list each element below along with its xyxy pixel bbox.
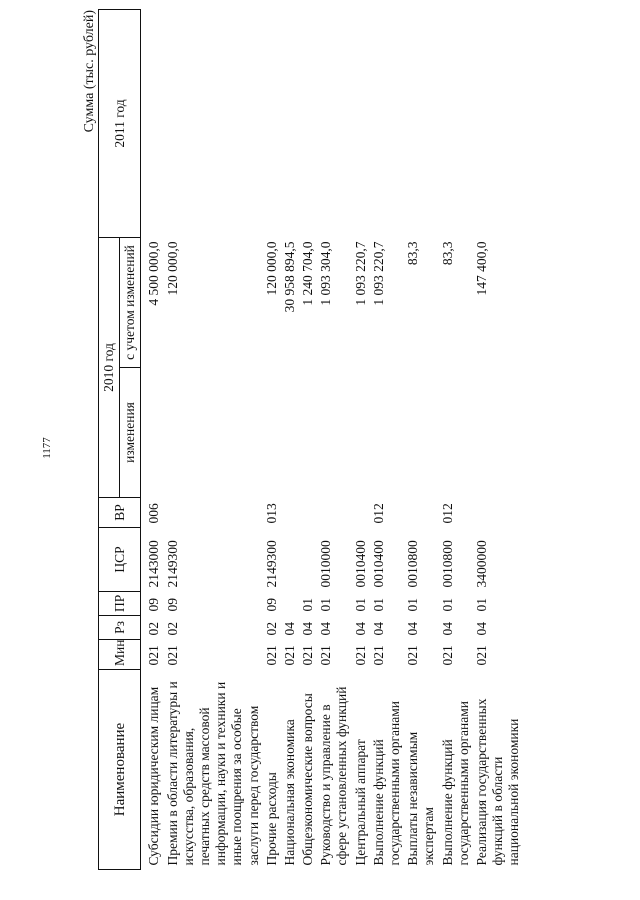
table-row bbox=[263, 10, 281, 870]
cell-pr bbox=[281, 592, 299, 616]
cell-min: 021 bbox=[439, 645, 455, 666]
cell-csr: 0010400 bbox=[370, 540, 386, 588]
cell-rz: 04 bbox=[318, 622, 334, 636]
cell-name: Национальная экономика bbox=[281, 719, 297, 866]
cell-name: Реализация государственных функций в области национальной экономики bbox=[473, 698, 522, 866]
table-row bbox=[473, 10, 524, 870]
cell-with-changes: 1 093 220,7 bbox=[352, 241, 368, 306]
cell-with-changes: 4 500 000,0 bbox=[146, 241, 162, 306]
cell-csr bbox=[299, 528, 317, 592]
table-row bbox=[141, 10, 164, 870]
budget-table bbox=[98, 9, 524, 870]
cell-vr bbox=[352, 498, 370, 528]
header-with-changes: с учетом изменений bbox=[120, 238, 141, 368]
cell-rz: 04 bbox=[370, 622, 386, 636]
cell-min: 021 bbox=[164, 645, 180, 666]
cell-changes bbox=[281, 368, 299, 498]
cell-csr: 0010000 bbox=[318, 540, 334, 588]
cell-with-changes: 120 000,0 bbox=[263, 241, 279, 296]
cell-y2011 bbox=[404, 10, 438, 238]
cell-pr: 01 bbox=[473, 598, 489, 612]
cell-name: Субсидии юридическим лицам bbox=[146, 686, 162, 866]
cell-vr bbox=[299, 498, 317, 528]
cell-rz: 04 bbox=[439, 622, 455, 636]
cell-min: 021 bbox=[352, 645, 368, 666]
table-row bbox=[352, 10, 370, 870]
cell-y2011 bbox=[141, 10, 164, 238]
table-row bbox=[299, 10, 317, 870]
cell-pr: 09 bbox=[164, 598, 180, 612]
header-year-2010: 2010 год bbox=[99, 238, 120, 498]
cell-with-changes: 1 240 704,0 bbox=[300, 241, 316, 306]
cell-csr: 0010400 bbox=[352, 540, 368, 588]
cell-csr: 2149300 bbox=[164, 540, 180, 588]
cell-changes bbox=[317, 368, 351, 498]
header-year-2011: 2011 год bbox=[99, 10, 141, 238]
header-vr: ВР bbox=[99, 498, 141, 528]
cell-pr: 09 bbox=[146, 598, 162, 612]
cell-name: Центральный аппарат bbox=[352, 739, 368, 866]
cell-y2011 bbox=[263, 10, 281, 238]
cell-changes bbox=[404, 368, 438, 498]
cell-y2011 bbox=[299, 10, 317, 238]
cell-vr bbox=[317, 498, 351, 528]
cell-with-changes: 83,3 bbox=[439, 241, 455, 266]
cell-rz: 04 bbox=[300, 622, 316, 636]
cell-rz: 02 bbox=[146, 622, 162, 636]
cell-vr bbox=[164, 498, 263, 528]
cell-csr: 2143000 bbox=[146, 540, 162, 588]
cell-y2011 bbox=[317, 10, 351, 238]
cell-csr: 3400000 bbox=[473, 540, 489, 588]
cell-changes bbox=[299, 368, 317, 498]
cell-min: 021 bbox=[405, 645, 421, 666]
header-changes: изменения bbox=[120, 368, 141, 498]
header-min: Мин bbox=[99, 640, 141, 670]
cell-changes bbox=[352, 368, 370, 498]
cell-min: 021 bbox=[370, 645, 386, 666]
cell-name: Премии в области литературы и искусства, образования, печатных средств массовой информации, науки и техники и иные поощрения за особые заслуги перед государством bbox=[164, 681, 261, 866]
cell-vr bbox=[473, 498, 524, 528]
header-pr: ПР bbox=[99, 592, 141, 616]
cell-changes bbox=[439, 368, 473, 498]
cell-min: 021 bbox=[146, 645, 162, 666]
cell-with-changes: 83,3 bbox=[405, 241, 421, 266]
table-row bbox=[317, 10, 351, 870]
cell-rz: 04 bbox=[281, 622, 297, 636]
cell-y2011 bbox=[164, 10, 263, 238]
cell-csr bbox=[281, 528, 299, 592]
cell-with-changes: 120 000,0 bbox=[164, 241, 180, 296]
table-row bbox=[164, 10, 263, 870]
cell-csr: 0010800 bbox=[439, 540, 455, 588]
cell-vr bbox=[281, 498, 299, 528]
table-row bbox=[370, 10, 404, 870]
cell-y2011 bbox=[439, 10, 473, 238]
cell-min: 021 bbox=[300, 645, 316, 666]
table-body bbox=[141, 10, 524, 870]
header-rz: Рз bbox=[99, 616, 141, 640]
cell-changes bbox=[473, 368, 524, 498]
cell-with-changes: 1 093 304,0 bbox=[318, 241, 334, 306]
cell-pr: 01 bbox=[439, 598, 455, 612]
cell-pr: 01 bbox=[300, 598, 316, 612]
cell-vr bbox=[404, 498, 438, 528]
cell-changes bbox=[263, 368, 281, 498]
cell-pr: 01 bbox=[405, 598, 421, 612]
header-name: Наименование bbox=[99, 670, 141, 870]
cell-rz: 02 bbox=[164, 622, 180, 636]
cell-name: Выплаты независимым экспертам bbox=[405, 731, 437, 866]
page-number: 1177 bbox=[41, 437, 53, 459]
cell-y2011 bbox=[352, 10, 370, 238]
cell-vr: 006 bbox=[146, 503, 162, 524]
cell-vr: 012 bbox=[439, 503, 455, 524]
cell-changes bbox=[370, 368, 404, 498]
cell-y2011 bbox=[281, 10, 299, 238]
cell-y2011 bbox=[370, 10, 404, 238]
cell-min: 021 bbox=[318, 645, 334, 666]
cell-min: 021 bbox=[281, 645, 297, 666]
cell-name: Руководство и управление в сфере установленных функций bbox=[318, 686, 350, 866]
cell-pr: 01 bbox=[352, 598, 368, 612]
cell-changes bbox=[141, 368, 164, 498]
cell-name: Прочие расходы bbox=[263, 772, 279, 866]
rotated-page bbox=[82, 10, 640, 870]
cell-pr: 01 bbox=[318, 598, 334, 612]
cell-rz: 04 bbox=[405, 622, 421, 636]
cell-vr: 012 bbox=[370, 503, 386, 524]
table-row bbox=[404, 10, 438, 870]
cell-vr: 013 bbox=[263, 503, 279, 524]
cell-name: Общеэкономические вопросы bbox=[300, 693, 316, 866]
cell-with-changes: 30 958 894,5 bbox=[281, 241, 297, 313]
cell-rz: 04 bbox=[473, 622, 489, 636]
cell-csr: 0010800 bbox=[405, 540, 421, 588]
cell-rz: 04 bbox=[352, 622, 368, 636]
table-row bbox=[439, 10, 473, 870]
cell-with-changes: 1 093 220,7 bbox=[370, 241, 386, 306]
cell-name: Выполнение функций государственными органами bbox=[370, 701, 402, 866]
units-caption: Сумма (тыс. рублей) bbox=[82, 10, 97, 133]
cell-y2011 bbox=[473, 10, 524, 238]
cell-min: 021 bbox=[263, 645, 279, 666]
cell-rz: 02 bbox=[263, 622, 279, 636]
cell-pr: 09 bbox=[263, 598, 279, 612]
cell-changes bbox=[164, 368, 263, 498]
cell-name: Выполнение функций государственными органами bbox=[439, 701, 471, 866]
header-csr: ЦСР bbox=[99, 528, 141, 592]
table-row bbox=[281, 10, 299, 870]
cell-with-changes: 147 400,0 bbox=[473, 241, 489, 296]
cell-pr: 01 bbox=[370, 598, 386, 612]
cell-csr: 2149300 bbox=[263, 540, 279, 588]
cell-min: 021 bbox=[473, 645, 489, 666]
